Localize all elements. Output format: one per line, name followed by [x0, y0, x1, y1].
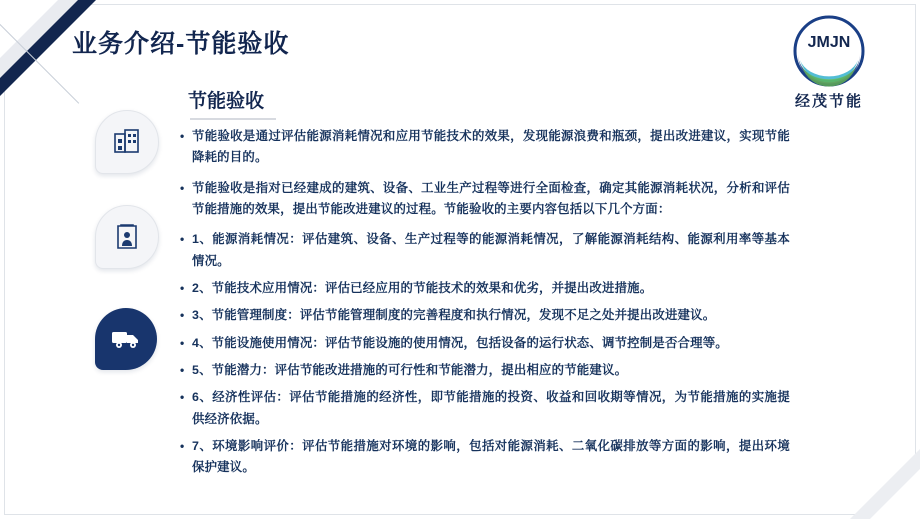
paragraph: • 7、环境影响评价：评估节能措施对环境的影响，包括对能源消耗、二氧化碳排放等方面的影响，提出环境保护建议。 [180, 436, 790, 479]
logo-company-name: 经茂节能 [794, 93, 863, 110]
paragraph: • 1、能源消耗情况：评估建筑、设备、生产过程等的能源消耗情况，了解能源消耗结构、能源利用率等基本情况。 [180, 229, 790, 272]
logo-mark [792, 14, 866, 88]
section-heading: 节能验收 [188, 91, 265, 112]
logo-circle-icon [792, 14, 866, 88]
worker-glyph-icon [112, 222, 142, 252]
paragraph: • 2、节能技术应用情况：评估已经应用的节能技术的效果和优劣，并提出改进措施。 [180, 278, 790, 299]
section-underline [190, 118, 276, 120]
truck-glyph-icon [110, 323, 142, 355]
paragraph: • 节能验收是指对已经建成的建筑、设备、工业生产过程等进行全面检查，确定其能源消耗状况，分析和评估节能措施的效果，提出节能改进建议的过程。节能验收的主要内容包括以下几个方面： [180, 178, 790, 221]
corner-decoration-bottom-right-white [870, 469, 920, 519]
corner-decoration-white [0, 0, 58, 58]
paragraph: • 节能验收是通过评估能源消耗情况和应用节能技术的效果，发现能源浪费和瓶颈，提出改进建议，实现节能降耗的目的。 [180, 126, 790, 169]
page-title: 业务介绍-节能验收 [72, 30, 290, 58]
truck-icon [95, 308, 157, 370]
building-glyph-icon [112, 127, 142, 157]
paragraph: • 5、节能潜力：评估节能改进措施的可行性和节能潜力，提出相应的节能建议。 [180, 360, 790, 381]
paragraph: • 4、节能设施使用情况：评估节能设施的使用情况，包括设备的运行状态、调节控制是否合理等。 [180, 333, 790, 354]
body-content [180, 126, 790, 485]
paragraph: • 6、经济性评估：评估节能措施的经济性，即节能措施的投资、收益和回收期等情况，为节能措施的实施提供经济依据。 [180, 387, 790, 430]
company-logo [774, 14, 884, 111]
factory-worker-icon [95, 205, 159, 269]
svg-text:JMJN: JMJN [807, 34, 851, 51]
building-icon [95, 110, 159, 174]
paragraph: • 3、节能管理制度：评估节能管理制度的完善程度和执行情况，发现不足之处并提出改进建议。 [180, 305, 790, 326]
